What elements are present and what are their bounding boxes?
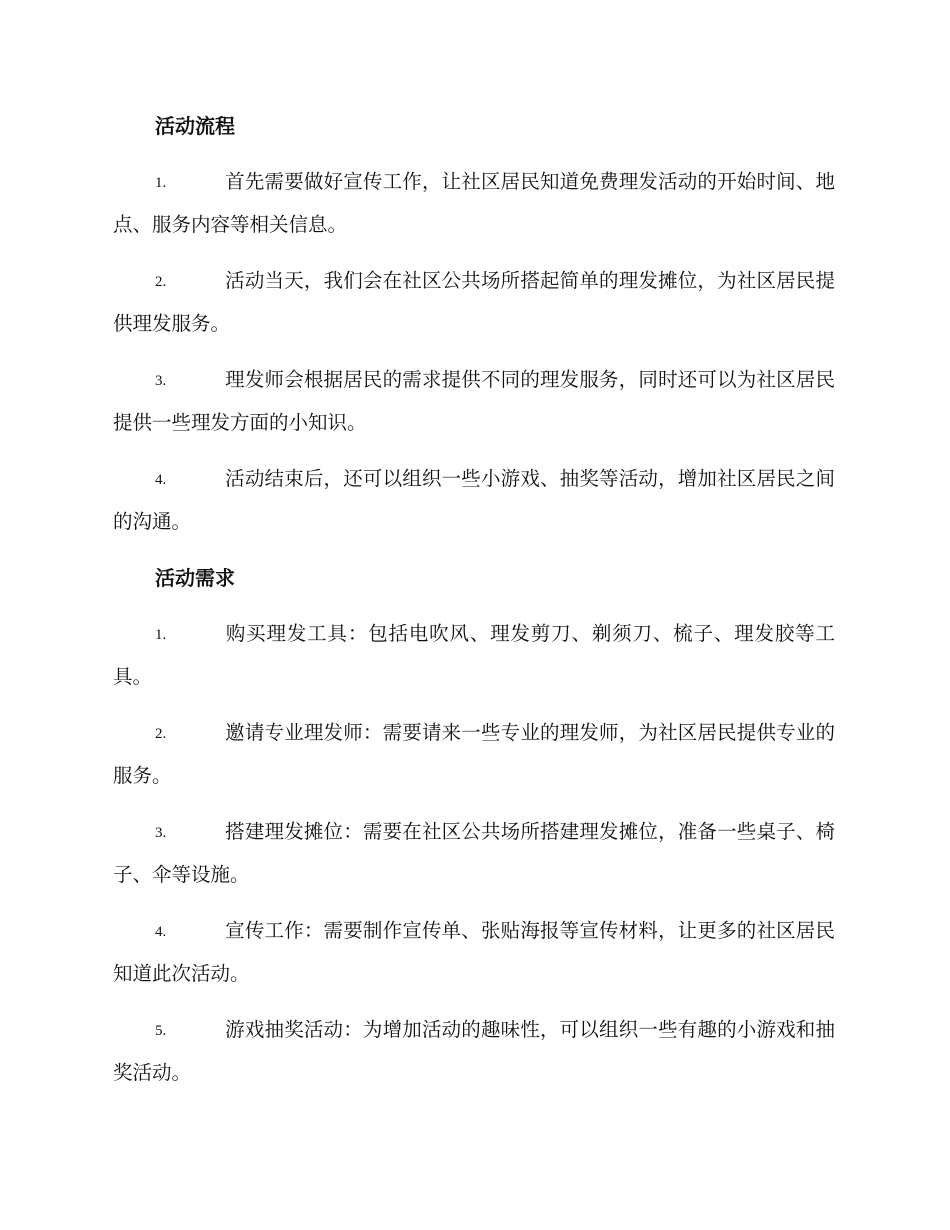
item-text: 活动结束后，还可以组织一些小游戏、抽奖等活动，增加社区居民之间的沟通。 <box>113 467 835 533</box>
list-item <box>113 260 835 345</box>
item-number: 2. <box>155 726 167 742</box>
list-item <box>113 1009 835 1094</box>
item-text: 理发师会根据居民的需求提供不同的理发服务，同时还可以为社区居民提供一些理发方面的小知识。 <box>113 368 835 434</box>
document-content <box>113 105 835 1108</box>
item-number: 4. <box>155 472 167 488</box>
list-item <box>113 910 835 995</box>
item-number: 5. <box>155 1023 167 1039</box>
item-number: 3. <box>155 825 167 841</box>
item-text: 搭建理发摊位：需要在社区公共场所搭建理发摊位，准备一些桌子、椅子、伞等设施。 <box>113 820 835 886</box>
list-item <box>113 359 835 444</box>
section-process <box>113 105 835 543</box>
section-heading: 活动需求 <box>155 566 235 590</box>
item-text: 邀请专业理发师：需要请来一些专业的理发师，为社区居民提供专业的服务。 <box>113 721 835 787</box>
list-item <box>113 811 835 896</box>
item-text: 购买理发工具：包括电吹风、理发剪刀、剃须刀、梳子、理发胶等工具。 <box>113 622 835 688</box>
list-item <box>113 613 835 698</box>
item-number: 1. <box>155 627 167 643</box>
item-text: 首先需要做好宣传工作，让社区居民知道免费理发活动的开始时间、地点、服务内容等相关信息。 <box>113 170 835 236</box>
item-text: 游戏抽奖活动：为增加活动的趣味性，可以组织一些有趣的小游戏和抽奖活动。 <box>113 1018 835 1084</box>
item-number: 1. <box>155 175 167 191</box>
item-number: 3. <box>155 373 167 389</box>
list-item <box>113 458 835 543</box>
item-number: 2. <box>155 274 167 290</box>
section-requirements <box>113 557 835 1094</box>
list-item <box>113 712 835 797</box>
item-text: 活动当天，我们会在社区公共场所搭起简单的理发摊位，为社区居民提供理发服务。 <box>113 269 835 335</box>
section-heading: 活动流程 <box>155 114 235 138</box>
item-number: 4. <box>155 924 167 940</box>
item-text: 宣传工作：需要制作宣传单、张贴海报等宣传材料，让更多的社区居民知道此次活动。 <box>113 919 835 985</box>
list-item <box>113 161 835 246</box>
